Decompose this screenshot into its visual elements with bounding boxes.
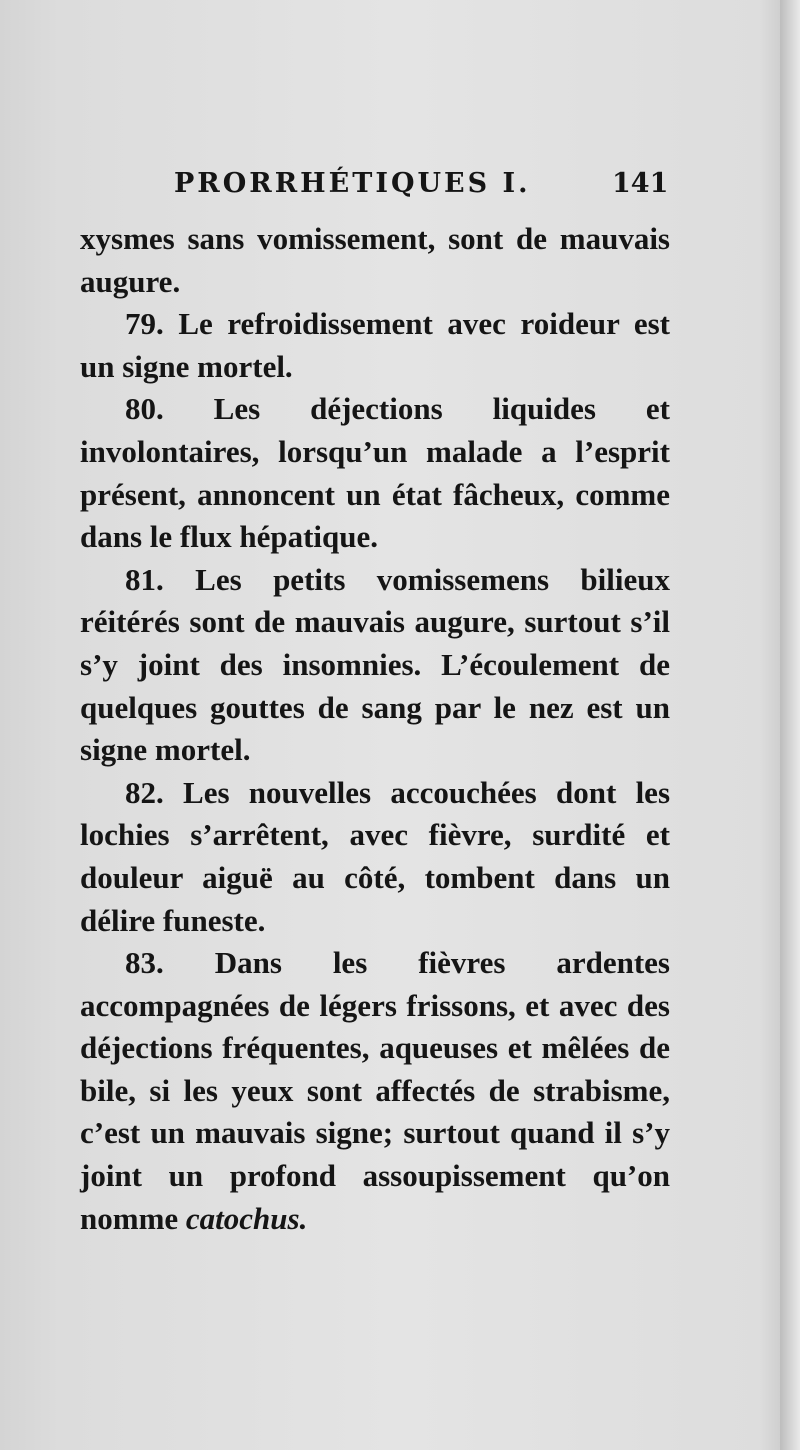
paragraph-text: Les petits vomissemens bilieux réitérés sont de mauvais augure, surtout s’il s’y joint des insomnies. L’écoulement de quelques gouttes de sang par le nez est un signe mortel.: [80, 561, 670, 768]
paragraph-83: [80, 942, 670, 1240]
paragraph-81: [80, 559, 670, 772]
paragraph-text: Les nouvelles accouchées dont les lochies s’arrêtent, avec fièvre, surdité et douleur aiguë au côté, tombent dans un délire funeste.: [80, 774, 671, 938]
paragraph-text: xysmes sans vomissement, sont de mauvais augure.: [80, 221, 670, 299]
page-number: 141: [612, 168, 669, 199]
italic-term: catochus.: [185, 1200, 308, 1236]
body-text: [80, 218, 670, 1240]
paragraph-number: 80.: [125, 391, 164, 427]
page-edge: [780, 0, 800, 1450]
paragraph-number: 79.: [125, 306, 164, 342]
paragraph-continued: [80, 218, 670, 303]
paragraph-number: 83.: [125, 945, 164, 981]
paragraph-80: [80, 388, 670, 558]
paragraph-79: [80, 303, 670, 388]
paragraph-text: Les déjections liquides et involontaires, lorsqu’un malade a l’esprit présent, annoncent un état fâcheux, comme dans le flux hépatique.: [80, 391, 670, 555]
paragraph-text: Dans les fièvres ardentes accompagnées de légers frissons, et avec des déjections fréquentes, aqueuses et mêlées de bile, si les yeux sont affectés de strabisme, c’est un mauvais signe; surtout quand il s’y joint un profond assoupissement qu’on nomme: [80, 945, 670, 1236]
paragraph-82: [80, 772, 670, 942]
running-title: PRORRHÉTIQUES I.: [174, 168, 531, 199]
page-header: [0, 168, 780, 208]
paragraph-number: 82.: [125, 774, 164, 810]
paragraph-number: 81.: [125, 561, 164, 597]
paragraph-text: Le refroidissement avec roideur est un signe mortel.: [80, 306, 671, 384]
